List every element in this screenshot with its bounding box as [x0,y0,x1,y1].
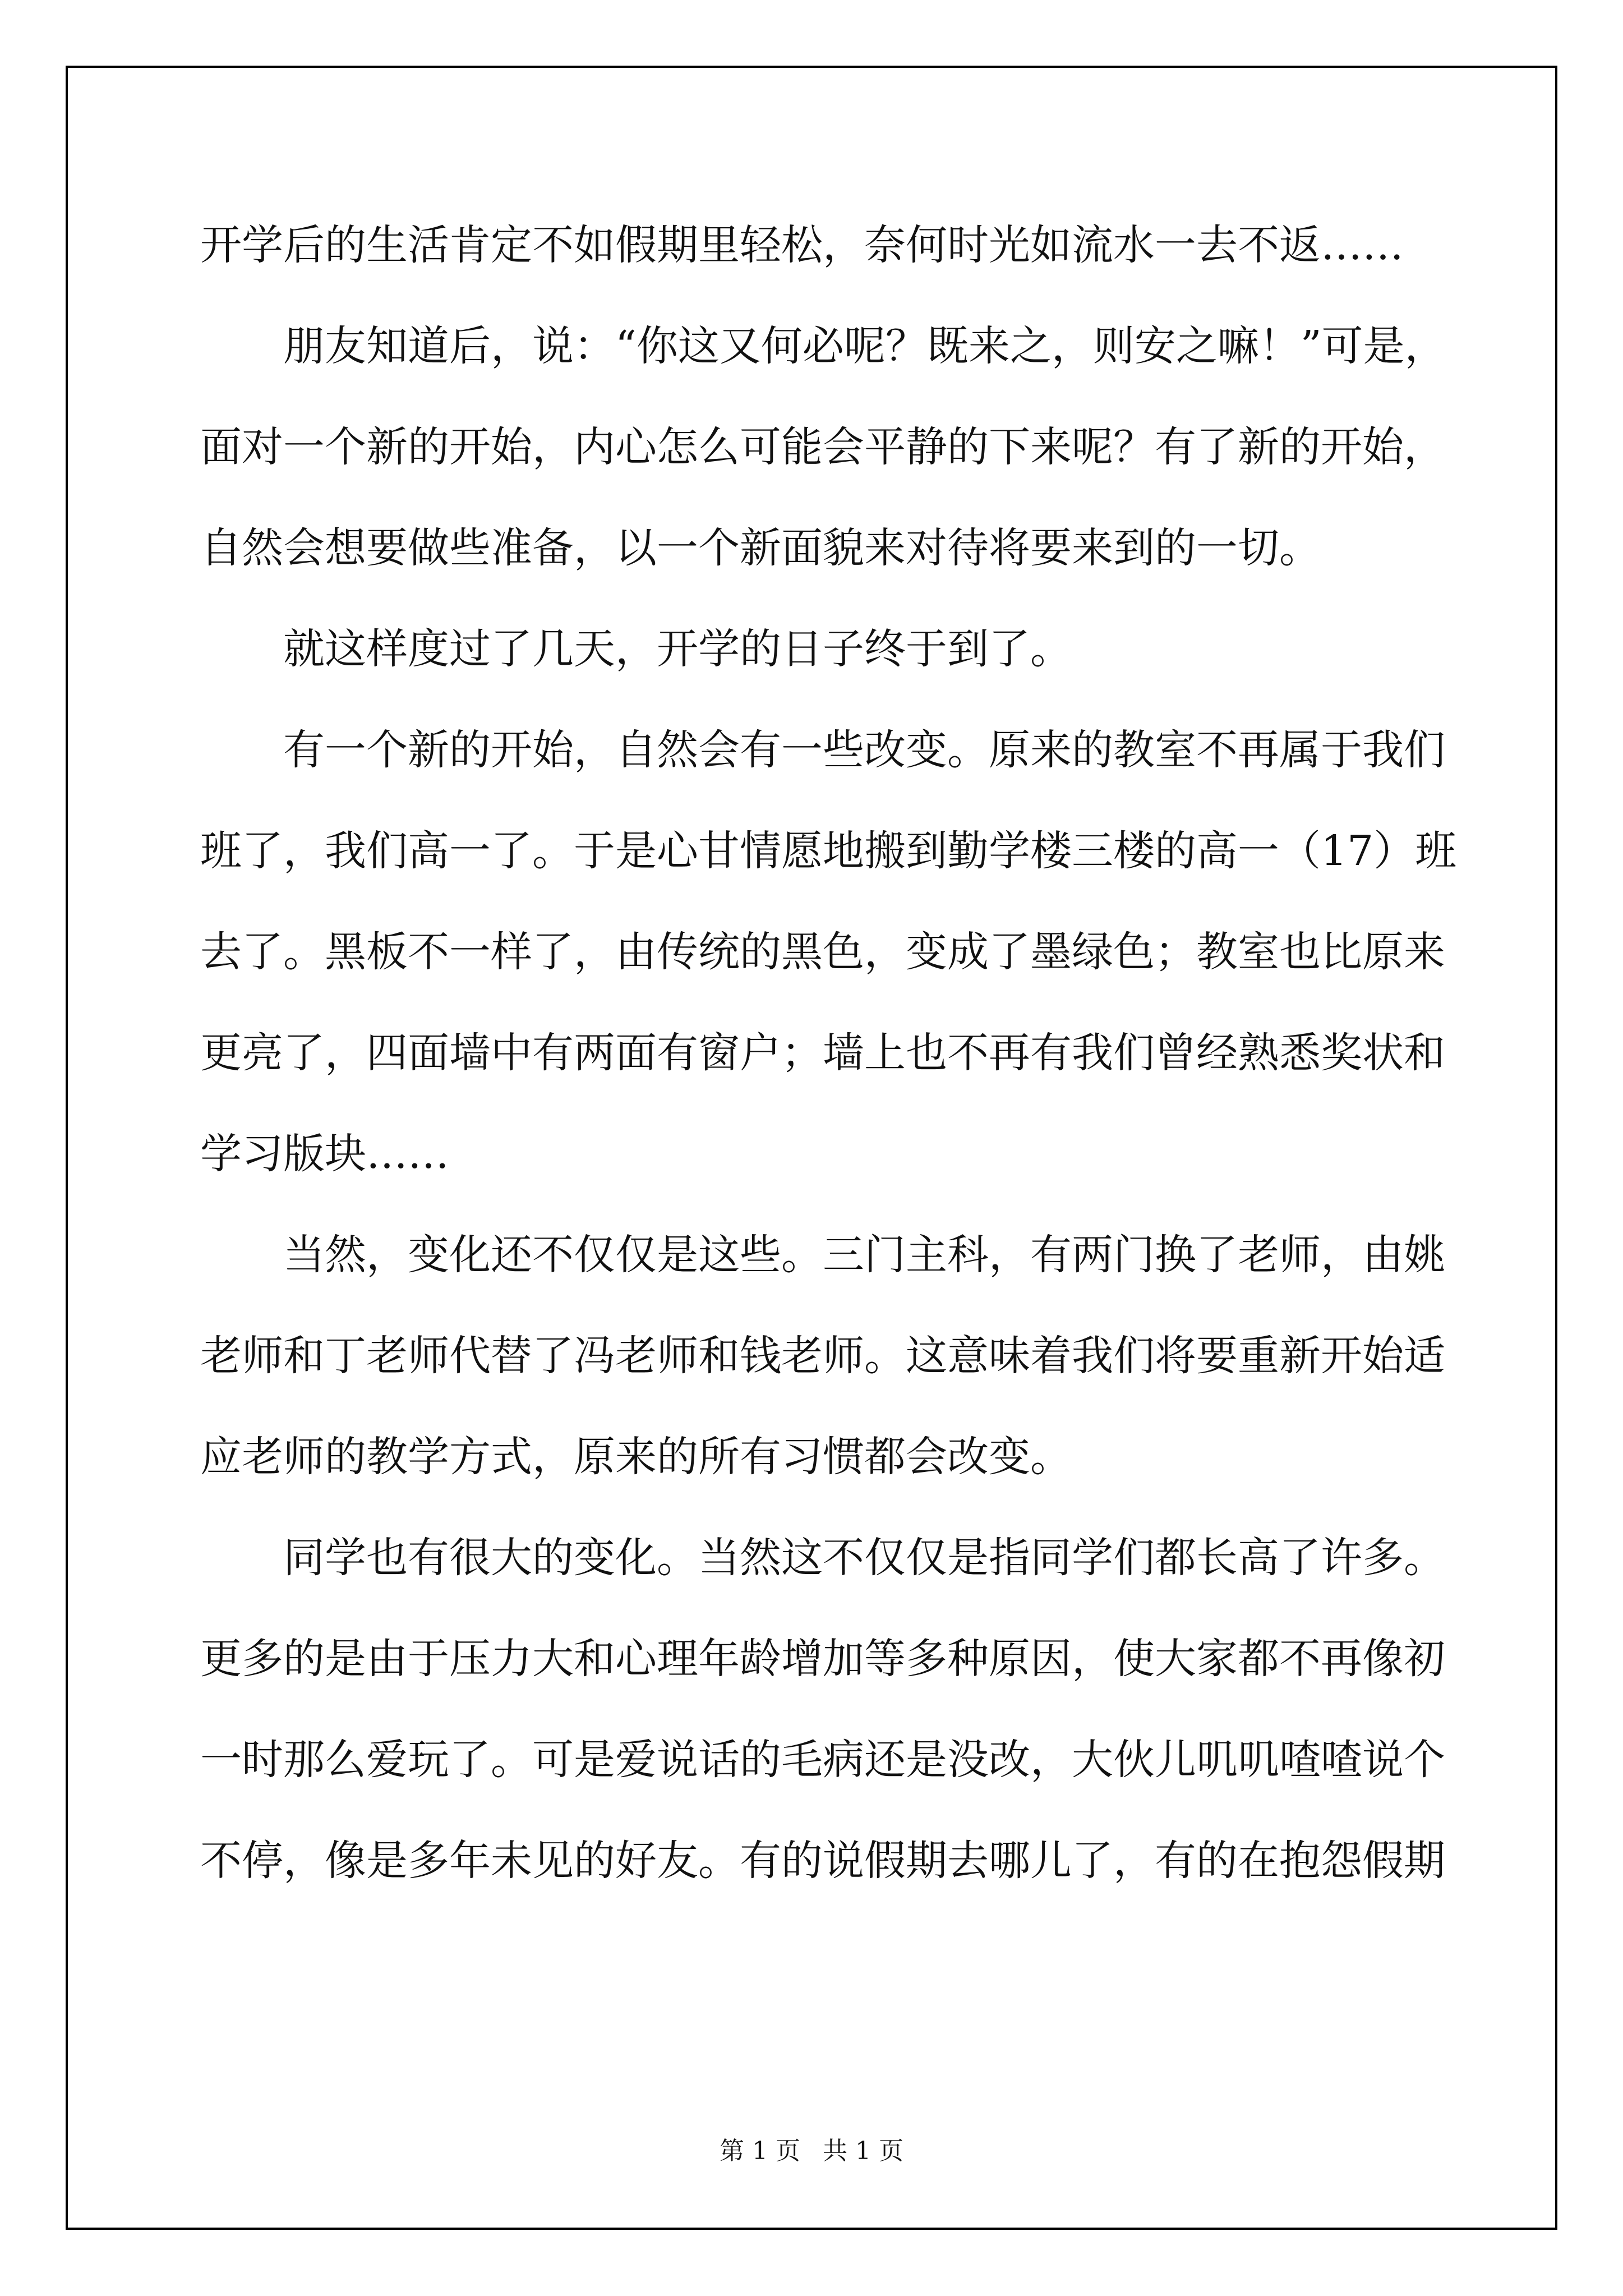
text-line: 自然会想要做些准备，以一个新面貌来对待将要来到的一切。 [200,524,1321,572]
text-line: 更多的是由于压力大和心理年龄增加等多种原因，使大家都不再像初 [200,1635,1445,1683]
text-line: 当然，变化还不仅仅是这些。三门主科，有两门换了老师，由姚 [283,1231,1445,1279]
text-line: 朋友知道后，说：“你这又何必呢？既来之，则安之嘛！”可是， [283,322,1446,370]
text-line: 一时那么爱玩了。可是爱说话的毛病还是没改，大伙儿叽叽喳喳说个 [200,1736,1445,1784]
text-line: 更亮了，四面墙中有两面有窗户；墙上也不再有我们曾经熟悉奖状和 [200,1029,1445,1077]
text-line: 就这样度过了几天，开学的日子终于到了。 [283,625,1072,673]
text-line: 老师和丁老师代替了冯老师和钱老师。这意味着我们将要重新开始适 [200,1332,1445,1380]
text-line: 开学后的生活肯定不如假期里轻松，奈何时光如流水一去不返…… [200,221,1404,269]
text-line: 有一个新的开始，自然会有一些改变。原来的教室不再属于我们 [283,726,1445,774]
text-line: 面对一个新的开始，内心怎么可能会平静的下来呢？有了新的开始， [200,423,1445,471]
text-line: 不停，像是多年未见的好友。有的说假期去哪儿了，有的在抱怨假期 [200,1837,1445,1885]
page-number: 第 1 页 [720,2137,800,2165]
page-total: 共 1 页 [823,2137,903,2165]
text-line: 应老师的教学方式，原来的所有习惯都会改变。 [200,1433,1072,1481]
text-line: 班了，我们高一了。于是心甘情愿地搬到勤学楼三楼的高一（17）班 [200,827,1457,875]
page-footer [0,2131,1623,2166]
text-line: 学习版块…… [200,1130,449,1178]
text-line: 同学也有很大的变化。当然这不仅仅是指同学们都长高了许多。 [283,1534,1445,1582]
text-line: 去了。黑板不一样了，由传统的黑色，变成了墨绿色；教室也比原来 [200,928,1445,976]
